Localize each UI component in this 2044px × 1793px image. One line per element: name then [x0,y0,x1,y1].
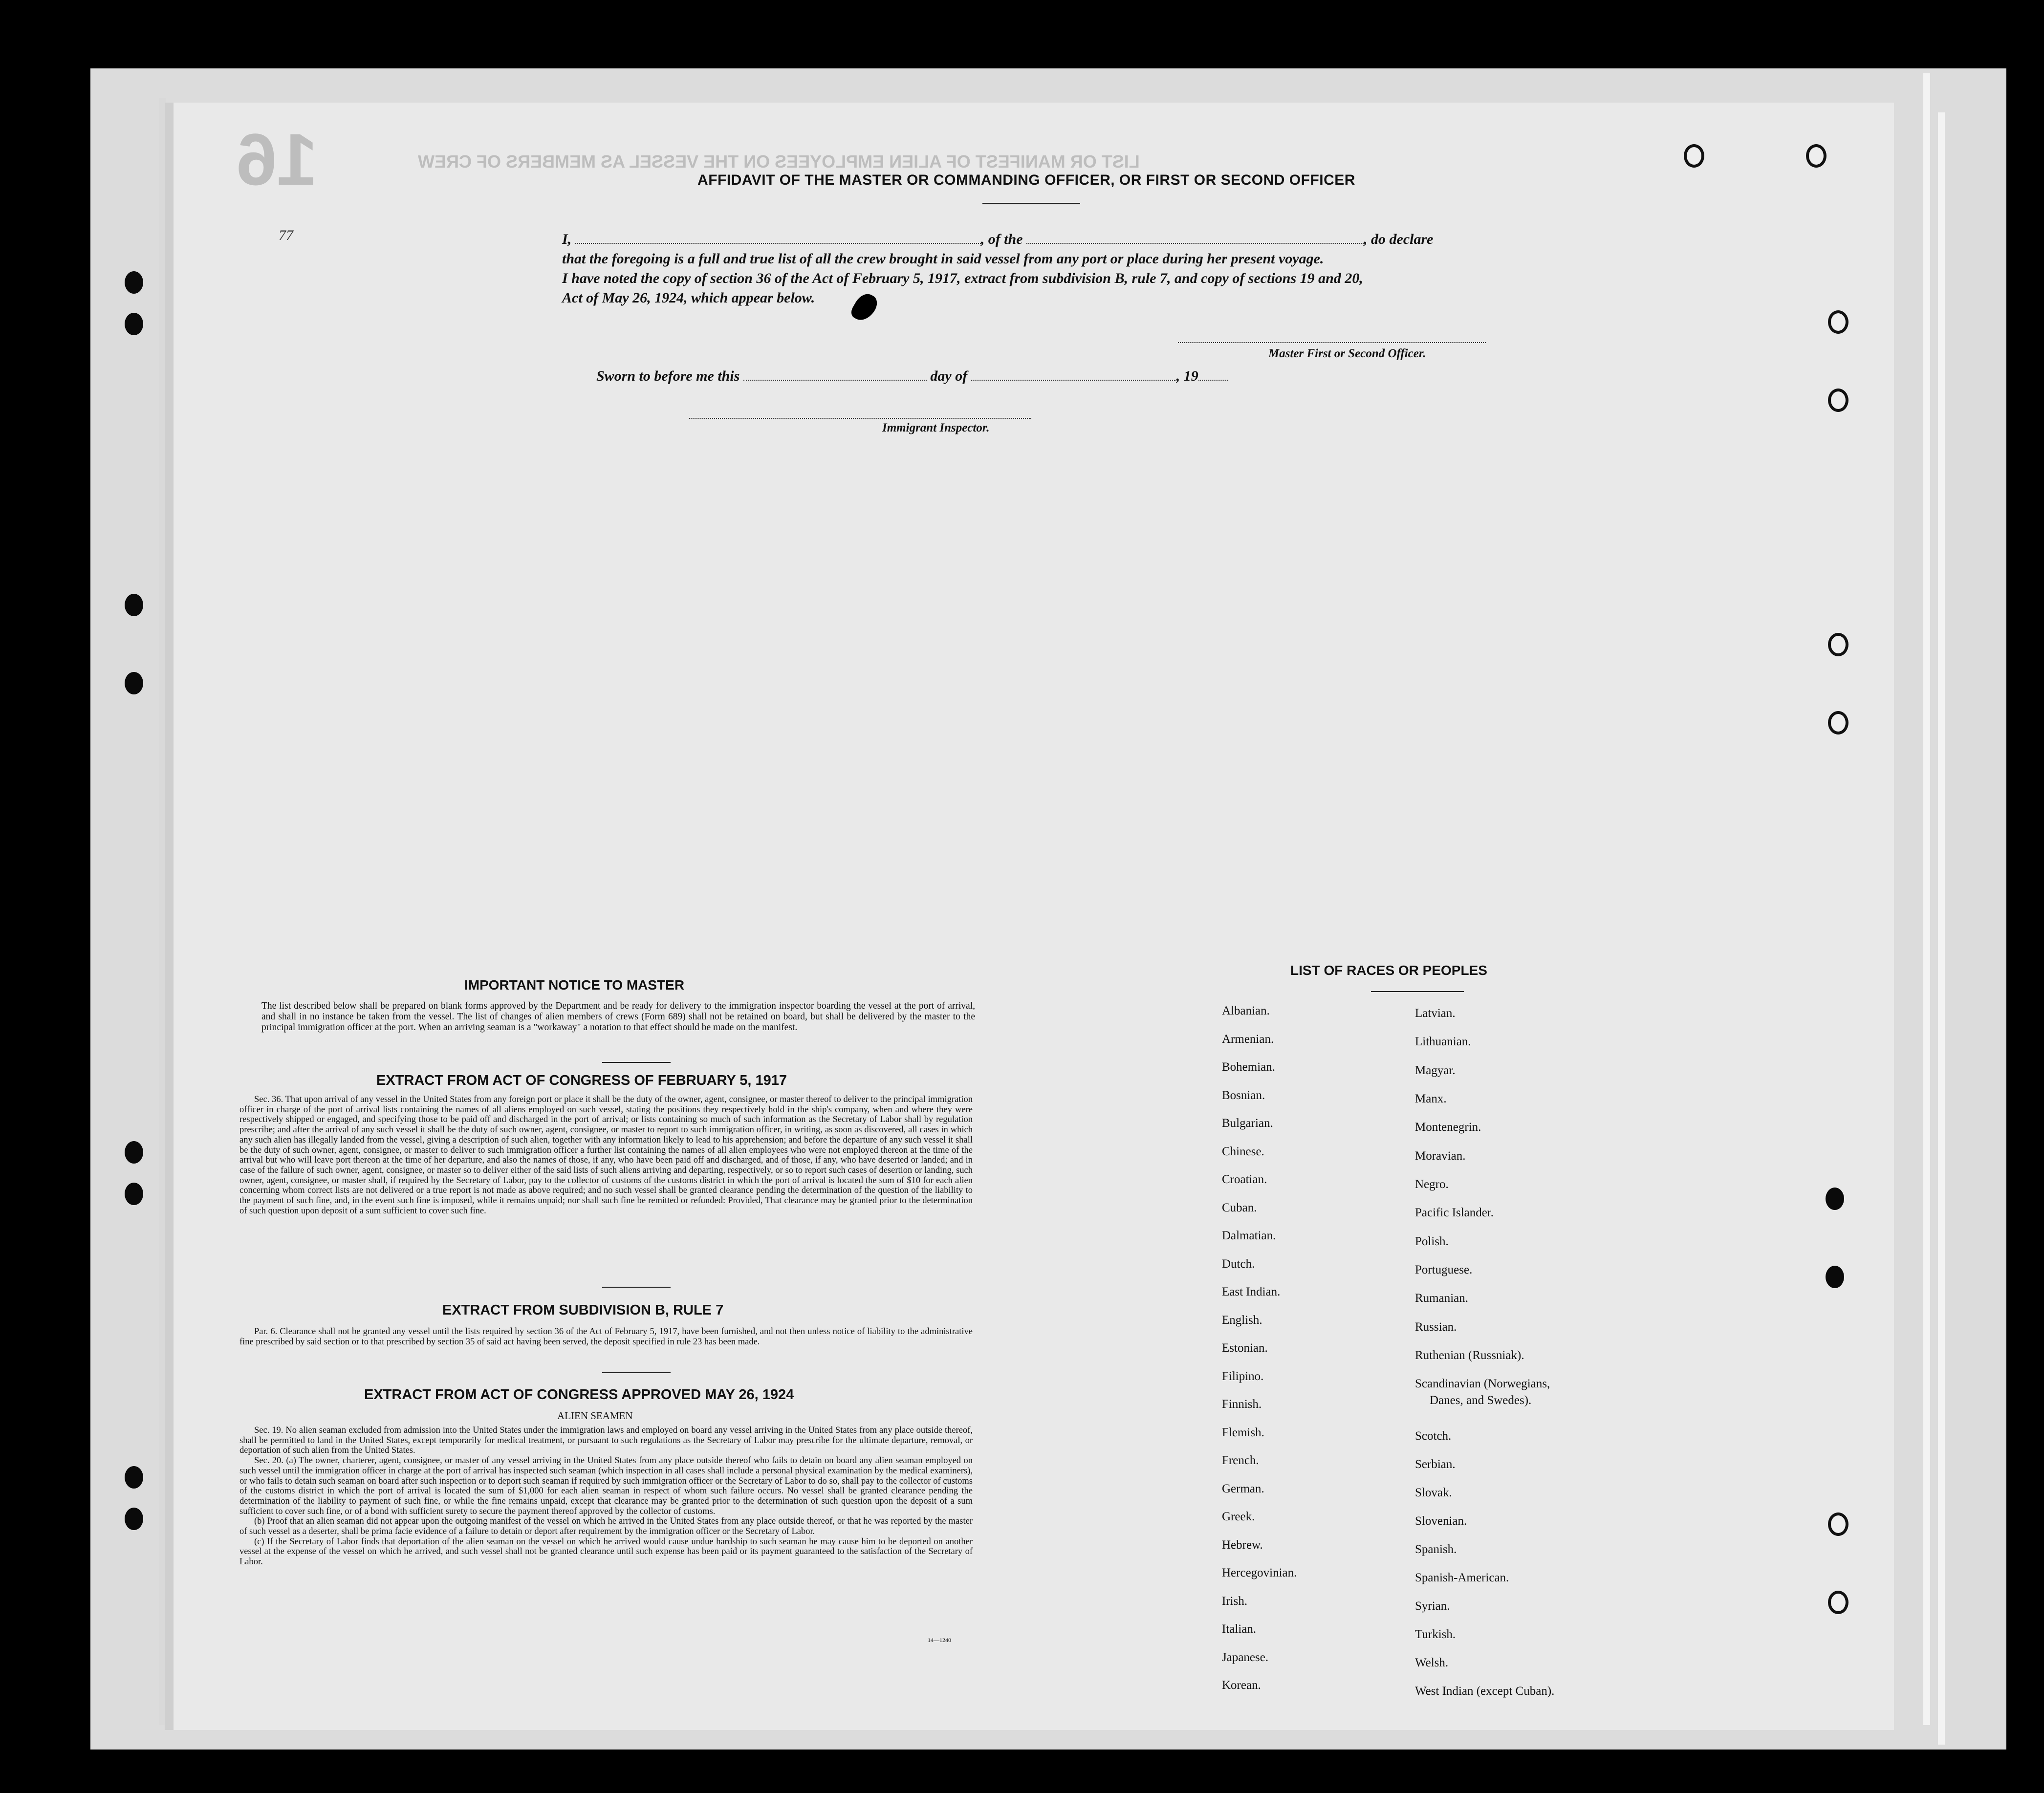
punch-hole [125,1508,143,1530]
alien-seamen-subtitle: ALIEN SEAMEN [557,1410,633,1422]
race-item: Negro. [1415,1178,1449,1191]
race-item: Albanian. [1222,1004,1270,1017]
form-number: 14—1240 [928,1637,951,1643]
affidavit-title: AFFIDAVIT OF THE MASTER OR COMMANDING OFFICER, OR FIRST OR SECOND OFFICER [697,172,1355,188]
divider [602,1372,671,1373]
sec-20b-text: (b) Proof that an alien seaman did not appear upon the outgoing manifest of the vessel on which he arrived in the United States from any place outside thereof, or that he was reported by the master of such vessel as a deserter, shall be prima facie evidence of a failure to detain or deport after requirement by the immigration officer or the Secretary of Labor. [239,1516,973,1537]
handwritten-margin-note: 77 [279,227,293,243]
affidavit-line2: that the foregoing is a full and true list of all the crew brought in said vessel from any port or place during her present voyage. [562,251,1324,267]
race-item: Cuban. [1222,1201,1257,1214]
race-item: Slovak. [1415,1486,1452,1499]
affidavit-line4: Act of May 26, 1924, which appear below. [562,290,815,306]
divider [1371,991,1464,992]
race-item: Danes, and Swedes). [1430,1394,1532,1407]
race-item: Bulgarian. [1222,1117,1273,1130]
race-item: Irish. [1222,1595,1248,1608]
master-signature-line [1178,342,1486,343]
divider [602,1287,671,1288]
punch-hole [125,672,143,694]
race-item: Hebrew. [1222,1538,1263,1552]
race-item: East Indian. [1222,1285,1281,1298]
punch-hole [1828,711,1848,734]
punch-hole [1828,310,1848,334]
bleed-page-number: 16 [236,118,318,200]
notice-text: The list described below shall be prepared on blank forms approved by the Department and be ready for delivery to the immigration inspector boarding the vessel at the port of arrival, and shall in no instance be taken from the vessel. The list of changes of alien members of crews (Form 689) shall not be retained on board, but shall be delivered by the master to the principal immigration officer at the port. When an arriving seaman is a "workaway" a notation to that effect should be made on the manifest. [261,1001,975,1033]
race-item: Scandinavian (Norwegians, [1415,1377,1550,1390]
extract-1917-text [239,1095,973,1216]
page-edge [159,98,166,1725]
punch-hole [125,271,143,294]
extract-1924-title: EXTRACT FROM ACT OF CONGRESS APPROVED MAY 26, 1924 [364,1387,794,1403]
sec-19-text: Sec. 19. No alien seaman excluded from admission into the United States under the immigration laws and employed on board any vessel arriving in the United States from any place outside thereof, shall be permitted to land in the United States, except temporarily for medical treatment, or pursuant to such regulations as the Secretary of Labor may prescribe for the ultimate departure, removal, or deportation of such alien from the United States. [239,1426,973,1456]
sworn-text-a: Sworn to before me this [596,368,740,384]
race-item: West Indian (except Cuban). [1415,1685,1555,1698]
race-item: Moravian. [1415,1149,1466,1163]
page-edge [1938,112,1945,1745]
affidavit-line3: I have noted the copy of section 36 of the Act of February 5, 1917, extract from subdivision B, rule 7, and copy of sections 19 and 20, [562,270,1363,286]
divider [982,203,1080,204]
notice-title: IMPORTANT NOTICE TO MASTER [464,977,685,993]
page-edge [1923,73,1930,1725]
race-item: Magyar. [1415,1064,1456,1077]
punch-hole [125,1141,143,1164]
race-item: Serbian. [1415,1458,1456,1471]
punch-hole [1826,1188,1844,1210]
punch-hole [125,594,143,616]
race-item: Bosnian. [1222,1089,1265,1102]
name-blank [575,243,981,244]
punch-hole [1826,1266,1844,1288]
race-item: Ruthenian (Russniak). [1415,1349,1524,1362]
race-item: Bohemian. [1222,1060,1276,1074]
race-item: Portuguese. [1415,1263,1473,1276]
extract-1924-text [239,1426,973,1567]
race-item: Pacific Islander. [1415,1206,1494,1219]
race-item: Polish. [1415,1235,1449,1248]
affidavit-text [562,230,1505,308]
race-item: Spanish. [1415,1543,1457,1556]
vessel-blank [1026,243,1364,244]
race-item: Rumanian. [1415,1292,1469,1305]
par-6-text: Par. 6. Clearance shall not be granted any vessel until the lists required by section 36 of the Act of February 5, 1917, have been furnished, and not then unless notice of liability to the administrative fine prescribed by said section or to that prescribed by section 35 of said act having been served, the deposit specified in rule 23 has been made. [239,1327,973,1347]
race-item: Syrian. [1415,1599,1450,1613]
sec-20a-text: Sec. 20. (a) The owner, charterer, agent, consignee, or master of any vessel arriving in the United States from any place outside thereof who fails to detain on board any alien seaman employed on such vessel until the immigration officer in charge at the port of arrival has inspected such seaman (which inspection in all cases shall include a personal physical examination by the medical examiners), or who fails to detain such seaman on board after such inspection or to deport such seaman if required by such immigration officer or the Secretary of Labor to do so, shall pay to the collector of customs of the customs district in which the port of arrival is located the sum of $1,000 for each alien seaman in respect of whom such failure occurs. No vessel shall be granted clearance pending the determination of the liability to payment of such fine, or while the fine remains unpaid, except that clearance may be granted prior to the determination of such question upon the deposit of a sum sufficient to cover such fine, or of a bond with sufficient surety to secure the payment thereof approved by the collector of customs. [239,1456,973,1516]
punch-hole [1828,633,1848,656]
sworn-line [562,367,1505,386]
race-item: Manx. [1415,1092,1447,1105]
race-item: Japanese. [1222,1651,1269,1664]
divider [602,1062,671,1063]
punch-hole [1684,144,1704,168]
race-item: Russian. [1415,1320,1457,1334]
punch-hole [1828,1591,1848,1614]
extract-1917-title: EXTRACT FROM ACT OF CONGRESS OF FEBRUARY 5, 1917 [376,1073,787,1088]
race-item: English. [1222,1314,1262,1327]
race-item: Dalmatian. [1222,1229,1276,1242]
race-item: Montenegrin. [1415,1121,1481,1134]
race-item: Turkish. [1415,1628,1456,1641]
affidavit-line1-a: I, [562,231,572,247]
punch-hole [125,313,143,335]
sworn-text-c: , 19 [1176,368,1198,384]
year-blank [1198,380,1228,381]
race-item: Italian. [1222,1622,1257,1636]
race-item: Finnish. [1222,1398,1262,1411]
race-item: Greek. [1222,1510,1255,1523]
race-item: Dutch. [1222,1257,1255,1271]
race-item: German. [1222,1482,1264,1495]
race-item: Armenian. [1222,1033,1274,1046]
extract-rule7-text [239,1327,973,1347]
race-item: Welsh. [1415,1656,1449,1669]
punch-hole [1828,389,1848,412]
race-item: Lithuanian. [1415,1035,1471,1048]
race-item: Spanish-American. [1415,1571,1509,1584]
race-item: Chinese. [1222,1145,1264,1158]
race-item: Korean. [1222,1679,1261,1692]
race-item: Scotch. [1415,1429,1452,1443]
races-title: LIST OF RACES OR PEOPLES [1290,963,1487,978]
sworn-text-b: day of [930,368,968,384]
extract-rule7-title: EXTRACT FROM SUBDIVISION B, RULE 7 [442,1302,724,1318]
month-blank [971,380,1176,381]
sec-36-text: Sec. 36. That upon arrival of any vessel in the United States from any foreign port or place it shall be the duty of the owner, agent, consignee, or master thereof to deliver to the principal immigration officer in charge of the port of arrival lists containing the names of all aliens employed on such vessel, stating the positions they respectively hold in the ship's company, when and where they were respectively shipped or engaged, and specifying those to be paid off and discharged in the port of arrival; or lists containing so much of such information as the Secretary of Labor shall by regulation prescribe; and after the arrival of any such vessel it shall be the duty of such owner, agent, consignee, or master to report to such immigration officer, in writing, as soon as discovered, all cases in which any such alien has illegally landed from the vessel, giving a description of such alien, together with any information likely to lead to his apprehension; and before the departure of any such vessel it shall be the duty of such owner, agent, consignee, or master to deliver to such immigration officer a further list containing the names of all alien employees who were not employed thereon at the time of the arrival but who will leave port thereon at the time of her departure, and also the names of those, if any, who have been paid off and discharged, and of those, if any, who have deserted or landed; and in case of the failure of such owner, agent, consignee, or master so to deliver either of the said lists of such aliens arriving and departing, respectively, or so to report such cases of desertion or landing, such owner, agent, consignee, or master shall, if required by the Secretary of Labor, pay to the collector of customs of the customs district in which the port of arrival is located the sum of $10 for each alien concerning whom correct lists are not delivered or a true report is not made as above required; and no such vessel shall be granted clearance pending the determination of the question of the liability to the payment of such fine, and, in the event such fine is imposed, while it remains unpaid; nor shall such fine be remitted or refunded: Provided, That clearance may be granted prior to the determination of such question upon deposit of a sum sufficient to cover such fine. [239,1095,973,1216]
punch-hole [1806,144,1827,168]
punch-hole [125,1466,143,1489]
sec-20c-text: (c) If the Secretary of Labor finds that deportation of the alien seaman on the vessel on which he arrived would cause undue hardship to such seaman he may cause him to be deported on another vessel at the expense of the vessel on which he arrived, and such vessel shall not be granted clearance until such expense has been paid or its payment guaranteed to the satisfaction of the Secretary of Labor. [239,1536,973,1567]
race-item: Latvian. [1415,1007,1456,1020]
bleed-header: LIST OR MANIFEST OF ALIEN EMPLOYEES ON THE VESSEL AS MEMBERS OF CREW [418,151,1140,172]
race-item: Slovenian. [1415,1514,1467,1528]
race-item: Filipino. [1222,1370,1264,1383]
master-label: Master First or Second Officer. [1268,347,1426,360]
race-item: Estonian. [1222,1341,1268,1355]
punch-hole [1828,1512,1848,1536]
punch-hole [125,1183,143,1205]
inspector-signature-line [689,418,1031,419]
race-item: Hercegovinian. [1222,1566,1297,1579]
inspector-label: Immigrant Inspector. [882,421,990,434]
affidavit-line1-c: , do declare [1364,231,1434,247]
affidavit-line1-b: , of the [980,231,1023,247]
day-blank [743,380,927,381]
race-item: Croatian. [1222,1173,1267,1186]
race-item: French. [1222,1454,1259,1467]
race-item: Flemish. [1222,1426,1264,1439]
